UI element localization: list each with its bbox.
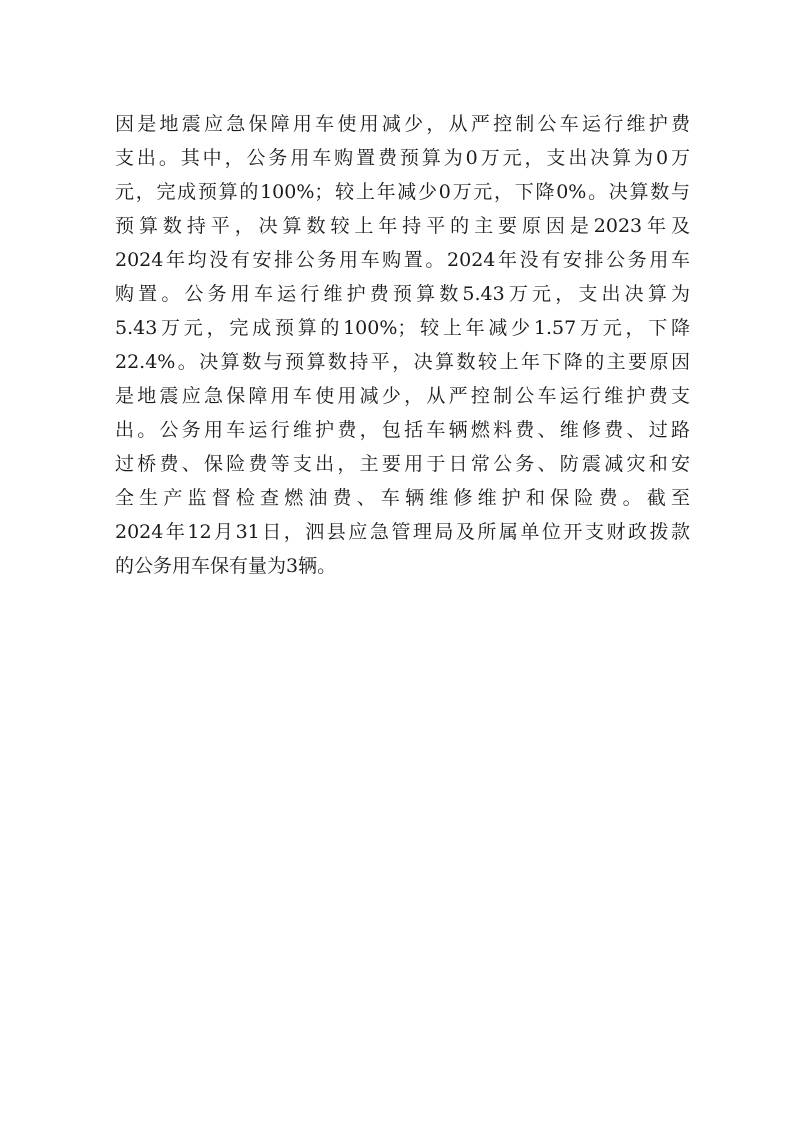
paragraph-line: 过桥费、保险费等支出，主要用于日常公务、防震减灾和安 bbox=[115, 453, 690, 475]
paragraph-line: 出。公务用车运行维护费，包括车辆燃料费、维修费、过路 bbox=[115, 419, 690, 441]
paragraph-line: 2024年12月31日，泗县应急管理局及所属单位开支财政拨款 bbox=[115, 521, 690, 543]
paragraph-line: 的公务用车保有量为3辆。 bbox=[115, 555, 337, 577]
paragraph-line: 2024年均没有安排公务用车购置。2024年没有安排公务用车 bbox=[115, 249, 690, 271]
paragraph-line: 5.43万元，完成预算的100%；较上年减少1.57万元，下降 bbox=[115, 317, 690, 339]
paragraph-line: 22.4%。决算数与预算数持平，决算数较上年下降的主要原因 bbox=[115, 351, 690, 373]
paragraph-line: 支出。其中，公务用车购置费预算为0万元，支出决算为0万 bbox=[115, 147, 690, 169]
paragraph-line: 全生产监督检查燃油费、车辆维修维护和保险费。截至 bbox=[115, 487, 690, 509]
body-paragraph bbox=[115, 107, 690, 583]
paragraph-line: 元，完成预算的100%；较上年减少0万元，下降0%。决算数与 bbox=[115, 181, 690, 203]
paragraph-line: 购置。公务用车运行维护费预算数5.43万元，支出决算为 bbox=[115, 283, 690, 305]
paragraph-line: 因是地震应急保障用车使用减少，从严控制公车运行维护费 bbox=[115, 113, 690, 135]
paragraph-line: 是地震应急保障用车使用减少，从严控制公车运行维护费支 bbox=[115, 385, 690, 407]
paragraph-line: 预算数持平，决算数较上年持平的主要原因是2023年及 bbox=[115, 215, 690, 237]
